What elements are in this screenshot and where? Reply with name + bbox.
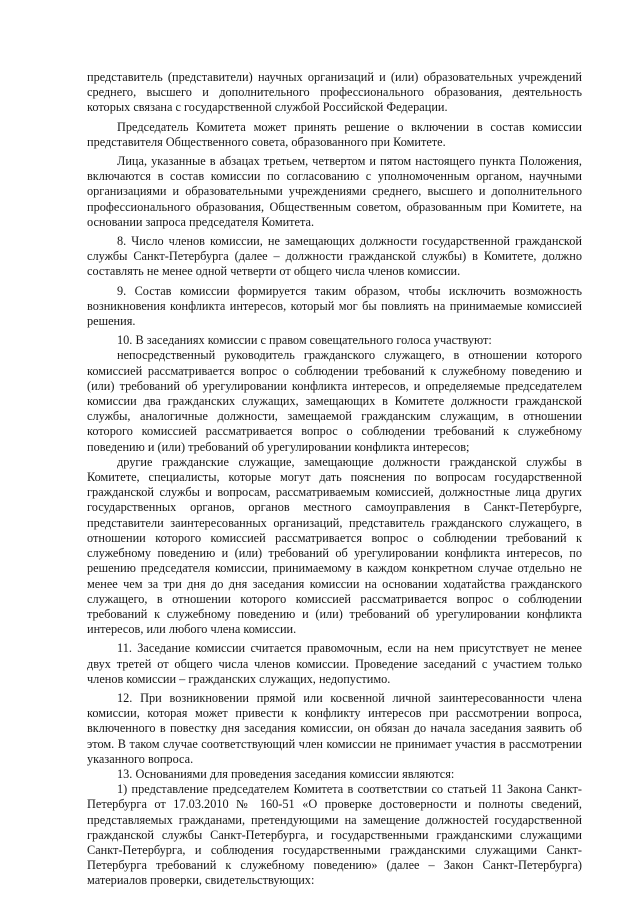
paragraph-direct-supervisor: непосредственный руководитель гражданского служащего, в отношении которого комиссией рассматривается вопрос о соблюдении требований к служебному поведению и (или) требований об урегулировании конфликта интересов, и определяемые председателем комиссии два гражданских служащих, замещающих в Комитете должности гражданской службы, аналогичные должности, замещаемой гражданским служащим, в отношении которого комиссией рассматривается вопрос о соблюдении требований к служебному поведению и (или) требований об урегулировании конфликта интересов; xyxy=(87,348,582,454)
paragraph-item-9: 9. Состав комиссии формируется таким образом, чтобы исключить возможность возникновения конфликта интересов, который мог бы повлиять на принимаемые комиссией решения. xyxy=(87,283,582,329)
paragraph-item-13-1: 1) представление председателем Комитета в соответствии со статьей 11 Закона Санкт-Петербурга от 17.03.2010 № 160-51 «О проверке достоверности и полноты сведений, представляемых гражданами, претендующими на замещение должностей государственной гражданской службы Санкт-Петербурга, и государственными гражданскими служащими Санкт-Петербурга, и соблюдения государственными гражданскими служащими Санкт-Петербурга требований к служебному поведению» (далее – Закон Санкт-Петербурга) материалов проверки, свидетельствующих: xyxy=(87,782,582,888)
paragraph-persons-included: Лица, указанные в абзацах третьем, четвертом и пятом настоящего пункта Положения, включаются в состав комиссии по согласованию с уполномоченным органом, научными организациями и образовательными учреждениями среднего, высшего и дополнительного профессионального образования, Общественным советом, образованным при Комитете, на основании запроса председателя Комитета. xyxy=(87,154,582,229)
paragraph-item-13: 13. Основаниями для проведения заседания комиссии являются: xyxy=(117,766,455,781)
paragraph-item-12: 12. При возникновении прямой или косвенной личной заинтересованности члена комиссии, которая может привести к конфликту интересов при рассмотрении вопроса, включенного в повестку дня заседания комиссии, он обязан до начала заседания заявить об этом. В таком случае соответствующий член комиссии не принимает участия в рассмотрении указанного вопроса. xyxy=(87,690,582,766)
paragraph-item-8: 8. Число членов комиссии, не замещающих должности государственной гражданской службы Санкт-Петербурга (далее – должности гражданской службы) в Комитете, должно составлять не менее одной четверти от общего числа членов комиссии. xyxy=(87,234,582,279)
paragraph-item-11: 11. Заседание комиссии считается правомочным, если на нем присутствует не менее двух третей от общего числа членов комиссии. Проведение заседаний с участием только членов комиссии – гражданских служащих, недопустимо. xyxy=(87,641,582,686)
paragraph-public-council: Председатель Комитета может принять решение о включении в состав комиссии представителя Общественного совета, образованного при Комитете. xyxy=(87,119,582,149)
document-page xyxy=(87,70,582,889)
paragraph-representatives: представитель (представители) научных организаций и (или) образовательных учреждений среднего, высшего и дополнительного профессионального образования, деятельность которых связана с государственной службой Российской Федерации. xyxy=(87,70,582,115)
paragraph-other-employees: другие гражданские служащие, замещающие должности гражданской службы в Комитете, специалисты, которые могут дать пояснения по вопросам государственной гражданской службы и вопросам, рассматриваемым комиссией, должностные лица других государственных органов, органов местного самоуправления в Санкт-Петербурге, представители заинтересованных организаций, представитель гражданского служащего, в отношении которого комиссией рассматривается вопрос о соблюдении требований к служебному поведению и (или) требований об урегулировании конфликта интересов, по решению председателя комиссии, принимаемому в каждом конкретном случае отдельно не менее чем за три дня до дня заседания комиссии на основании ходатайства гражданского служащего, в отношении которого комиссией рассматривается вопрос о соблюдении требований к служебному поведению и (или) требований об урегулировании конфликта интересов, или любого члена комиссии. xyxy=(87,454,582,637)
paragraph-item-10: 10. В заседаниях комиссии с правом совещательного голоса участвуют: xyxy=(117,333,492,348)
